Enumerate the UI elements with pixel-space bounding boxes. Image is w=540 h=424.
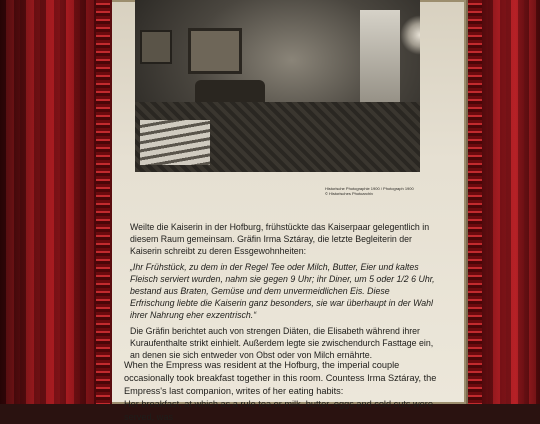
photo-caption-line2: © Historisches Photoarchiv [325, 191, 374, 196]
german-paragraph-2: Die Gräfin berichtet auch von strengen Diäten, die Elisabeth während ihrer Kuraufenthalte strikt einhielt. Außerdem legte sie zwischendurch Fasttage ein, an denen sie sich entweder von Obst oder von Milch ernährte. [130, 326, 434, 360]
german-quote: „Ihr Frühstück, zu dem in der Regel Tee oder Milch, Butter, Eier und kaltes Fleisch serviert wurden, nahm sie gegen 9 Uhr; ihr Diner, um 5 oder 1/2 6 Uhr, bestand aus Braten, Gemüse und dem unvermeidlichen Eis. Diese Erfrischung liebte die Kaiserin ganz besonders, sie war überhaupt in der Wahl ihrer Nahrung eher exzentrisch.“ [130, 262, 435, 320]
photo-stack [140, 120, 210, 165]
german-paragraph-1: Weilte die Kaiserin in der Hofburg, frühstückte das Kaiserpaar gelegentlich in diesem Raum gemeinsam. Gräfin Irma Sztáray, die letzte Begleiterin der Kaiserin schreibt zu deren Essgewohnheiten: [130, 222, 430, 256]
english-text [124, 359, 442, 424]
curtain-fringe-left [96, 0, 110, 404]
curtain-fringe-right [468, 0, 482, 404]
photo-painting-left [140, 30, 172, 64]
photo-caption [325, 186, 435, 196]
english-paragraph-2: Her breakfast, at which as a rule tea or milk, butter, eggs and cold cuts were served, was [124, 399, 433, 422]
photo-chandelier [400, 15, 420, 55]
german-text [130, 221, 436, 365]
historic-photograph [135, 0, 420, 172]
photo-painting [188, 28, 242, 74]
english-paragraph-1: When the Empress was resident at the Hofburg, the imperial couple occasionally took breakfast together in this room. Countess Irma Sztáray, the Empress's last companion, writes of her eating habits: [124, 360, 437, 396]
photo-caption-line1: Historische Photographie 1900 / Photograph 1900 [325, 186, 414, 191]
